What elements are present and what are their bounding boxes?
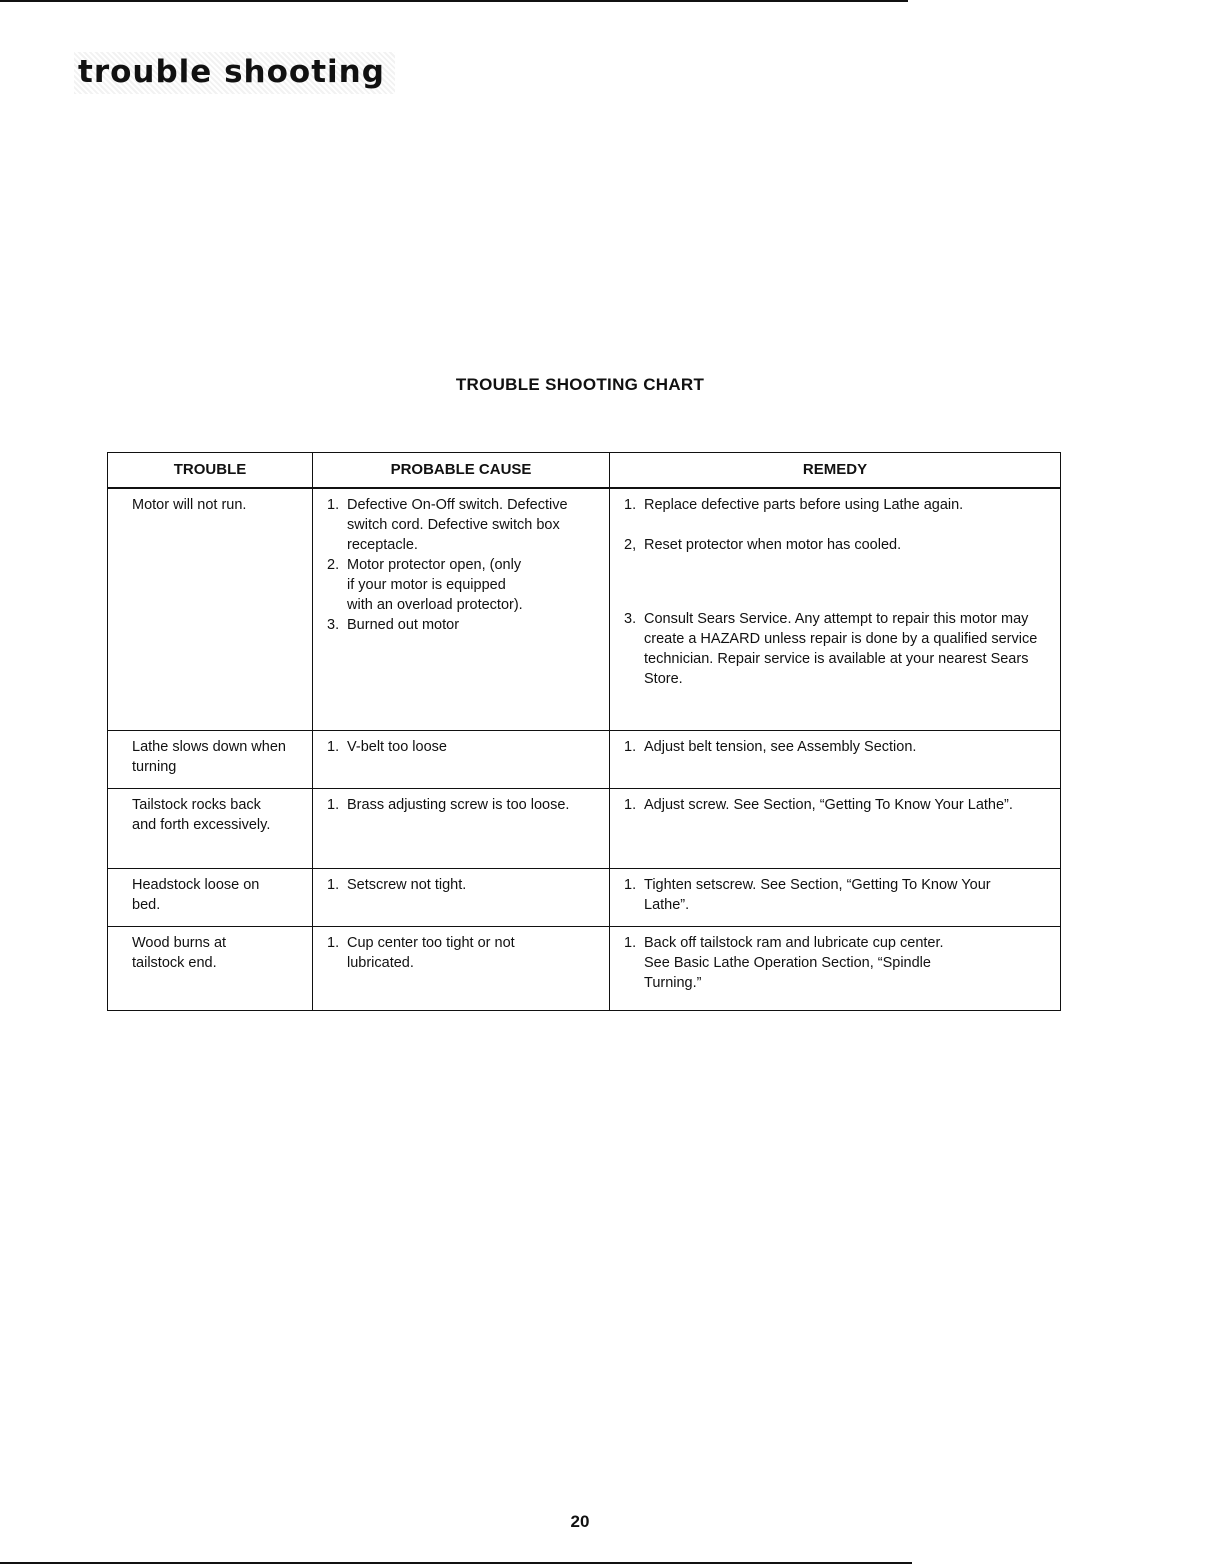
remedy-text: Tighten setscrew. See Section, “Getting To Know Your Lathe”. (644, 876, 991, 913)
list-item: 1. Adjust screw. See Section, “Getting To Know Your Lathe”. (624, 795, 1024, 815)
top-rule (0, 0, 908, 2)
list-item: 1. Cup center too tight or not lubricated. (327, 933, 572, 973)
remedy-text: Consult Sears Service. Any attempt to repair this motor may create a HAZARD unless repair is done by a qualified service technician. Repair service is available at your nearest Sears Store. (644, 611, 1038, 687)
remedy-text: Replace defective parts before using Lathe again. (644, 497, 964, 513)
list-item: 1. Back off tailstock ram and lubricate cup center. See Basic Lathe Operation Section, “Spindle Turning.” (624, 933, 969, 993)
list-item: 1. Tighten setscrew. See Section, “Getting To Know Your Lathe”. (624, 875, 1004, 915)
cause-cell (313, 488, 610, 730)
remedy-text: Back off tailstock ram and lubricate cup center. See Basic Lathe Operation Section, “Spindle Turning.” (644, 934, 944, 991)
cause-cell (313, 868, 610, 926)
table-header-row (108, 453, 1061, 489)
trouble-cell: Motor will not run. (108, 488, 313, 730)
table-row (108, 488, 1061, 730)
trouble-cell: Lathe slows down when turning (108, 730, 313, 788)
table-row (108, 868, 1061, 926)
list-item: 2. Motor protector open, (only if your motor is equipped with an overload protector). (327, 555, 527, 615)
cause-text: V-belt too loose (347, 738, 447, 755)
column-header-probable-cause: PROBABLE CAUSE (313, 453, 610, 489)
trouble-cell: Headstock loose on bed. (108, 868, 313, 926)
cause-text: Setscrew not tight. (347, 876, 467, 893)
remedy-cell (610, 868, 1061, 926)
list-item: 1. Brass adjusting screw is too loose. (327, 795, 577, 815)
section-heading: trouble shooting (74, 52, 395, 94)
remedy-cell (610, 488, 1061, 730)
cause-cell (313, 926, 610, 1010)
remedy-text: Adjust belt tension, see Assembly Section. (644, 738, 917, 755)
list-item: 1. Adjust belt tension, see Assembly Section. (624, 737, 1050, 757)
remedy-text: Adjust screw. See Section, “Getting To Know Your Lathe”. (644, 796, 1013, 813)
trouble-shooting-table (107, 452, 1061, 1011)
table-row (108, 926, 1061, 1010)
trouble-cell: Wood burns at tailstock end. (108, 926, 313, 1010)
bottom-rule (0, 1562, 912, 1564)
list-item: 1. Replace defective parts before using Lathe again. (624, 495, 984, 515)
cause-text: Burned out motor (347, 617, 460, 633)
list-item: 1. V-belt too loose (327, 737, 599, 757)
cause-cell (313, 788, 610, 868)
table-row (108, 730, 1061, 788)
cause-cell (313, 730, 610, 788)
cause-text: Defective On-Off switch. Defective switch cord. Defective switch box receptacle. (347, 497, 568, 553)
list-item: 1. Defective On-Off switch. Defective switch cord. Defective switch box receptacle. (327, 495, 585, 555)
list-item: 1. Setscrew not tight. (327, 875, 599, 895)
cause-text: Motor protector open, (only if your motor is equipped with an overload protector). (347, 557, 523, 613)
cause-text: Brass adjusting screw is too loose. (347, 796, 570, 813)
page-number: 20 (570, 1512, 590, 1531)
chart-title: TROUBLE SHOOTING CHART (455, 375, 705, 394)
list-item: 3. Consult Sears Service. Any attempt to repair this motor may create a HAZARD unless repair is done by a qualified service technician. Repair service is available at your nearest Sears Store. (624, 611, 1038, 687)
remedy-cell (610, 788, 1061, 868)
column-header-trouble: TROUBLE (108, 453, 313, 489)
table-row (108, 788, 1061, 868)
remedy-cell (610, 730, 1061, 788)
cause-text: Cup center too tight or not lubricated. (347, 934, 515, 971)
remedy-text: Reset protector when motor has cooled. (644, 537, 902, 553)
trouble-cell: Tailstock rocks back and forth excessively. (108, 788, 313, 868)
column-header-remedy: REMEDY (610, 453, 1061, 489)
list-item: 3. Burned out motor (327, 615, 599, 635)
remedy-cell (610, 926, 1061, 1010)
list-item: 2, Reset protector when motor has cooled. (624, 535, 1050, 555)
